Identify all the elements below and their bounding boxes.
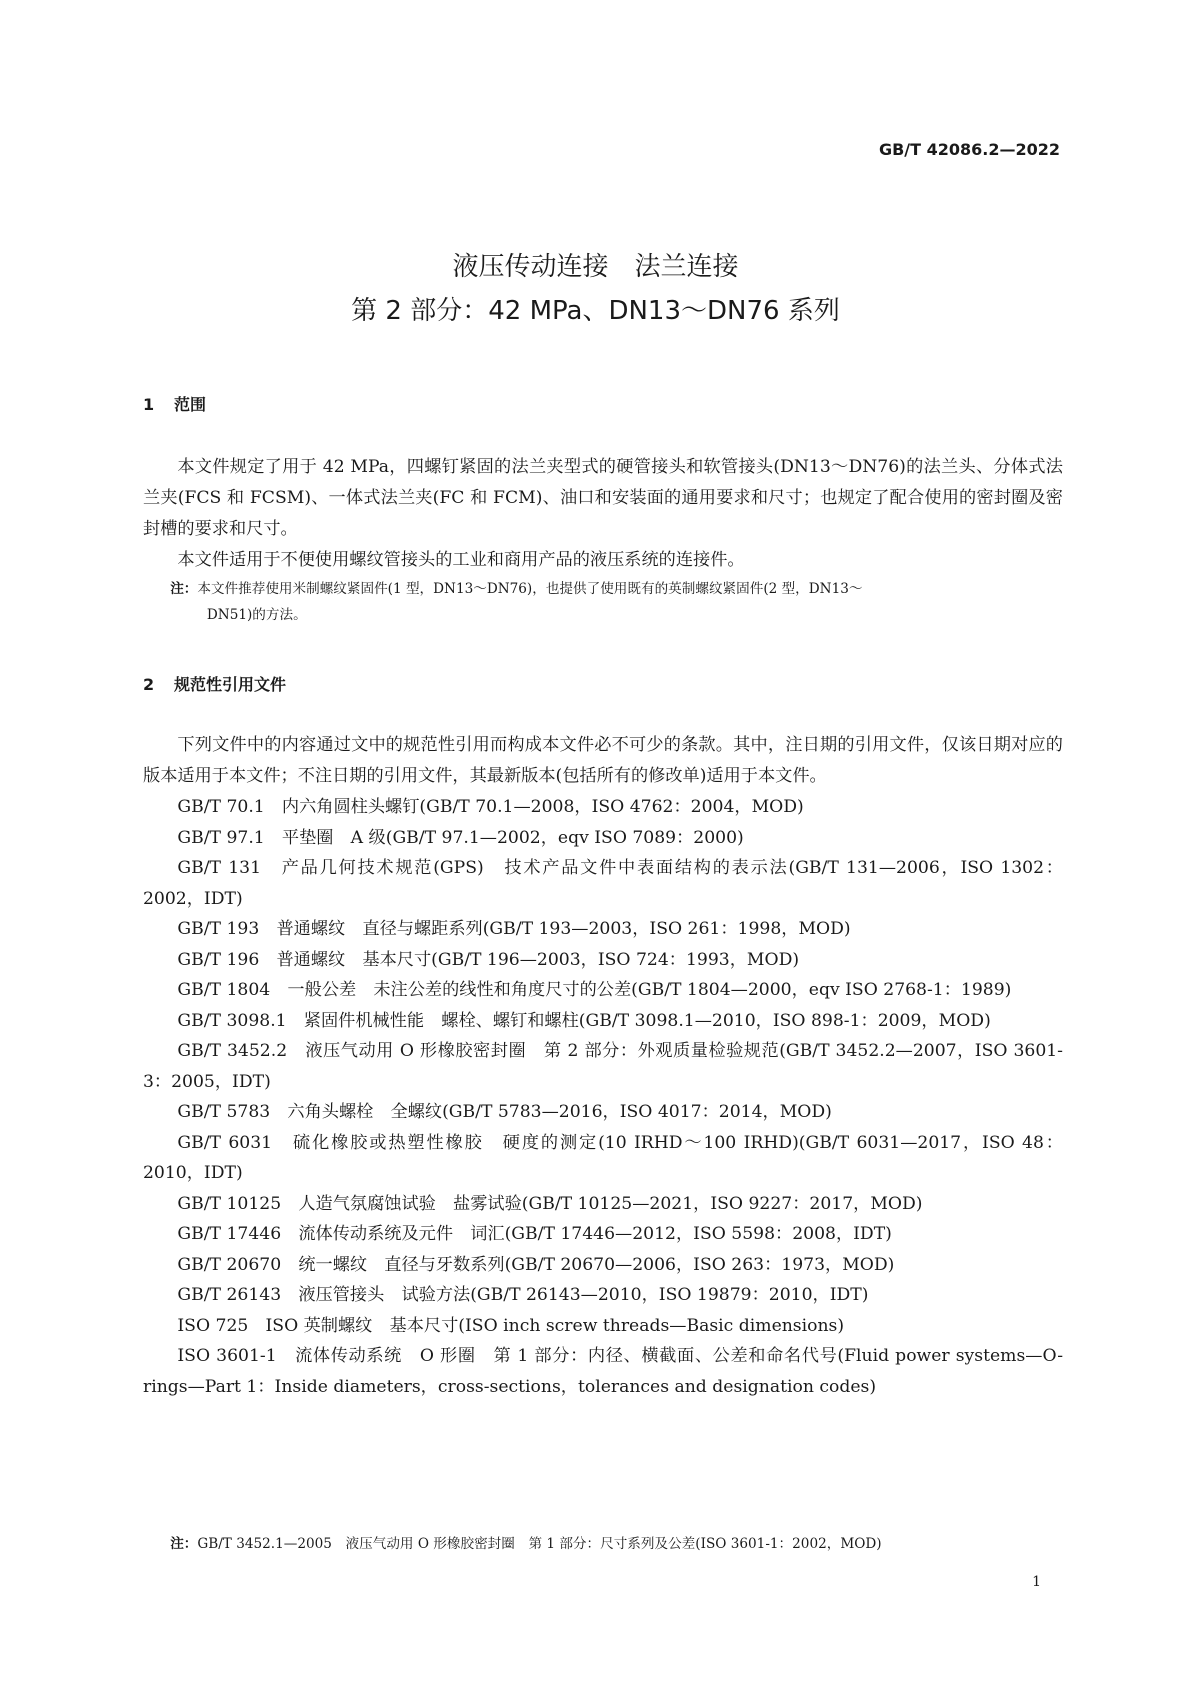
section-2-heading (143, 672, 286, 695)
reference-item: GB/T 3452.2 液压气动用 O 形橡胶密封圈 第 2 部分：外观质量检验规范(GB/T 3452.2—2007，ISO 3601-3：2005，IDT) (143, 1041, 1063, 1092)
reference-item: ISO 3601-1 流体传动系统 O 形圈 第 1 部分：内径、横截面、公差和命名代号(Fluid power systems—O-rings—Part 1：Inside diameters，cross-sections，tolerances and designation codes) (143, 1346, 1063, 1397)
reference-item: GB/T 1804 一般公差 未注公差的线性和角度尺寸的公差(GB/T 1804—2000，eqv ISO 2768-1：1989) (177, 980, 1012, 1000)
section-1-title: 范围 (174, 395, 207, 414)
scope-note (143, 576, 1063, 628)
reference-item: GB/T 26143 液压管接头 试验方法(GB/T 26143—2010，ISO 19879：2010，IDT) (177, 1285, 869, 1305)
footnote-label: 注： (170, 1536, 198, 1552)
reference-item: GB/T 5783 六角头螺栓 全螺纹(GB/T 5783—2016，ISO 4017：2014，MOD) (177, 1102, 832, 1122)
scope-paragraph-2: 本文件适用于不便使用螺纹管接头的工业和商用产品的液压系统的连接件。 (177, 550, 745, 570)
reference-item: GB/T 97.1 平垫圈 A 级(GB/T 97.1—2002，eqv ISO 7089：2000) (177, 827, 744, 848)
reference-item: GB/T 3098.1 紧固件机械性能 螺栓、螺钉和螺柱(GB/T 3098.1—2010，ISO 898-1：2009，MOD) (177, 1010, 991, 1031)
section-2-title: 规范性引用文件 (174, 675, 287, 694)
section-1-heading (143, 392, 206, 415)
section-2-body (143, 730, 1063, 1402)
reference-item: GB/T 131 产品几何技术规范(GPS) 技术产品文件中表面结构的表示法(GB/T 131—2006，ISO 1302：2002，IDT) (143, 858, 1063, 909)
reference-item: GB/T 10125 人造气氛腐蚀试验 盐雾试验(GB/T 10125—2021，ISO 9227：2017，MOD) (177, 1193, 923, 1214)
section-1-number: 1 (143, 395, 155, 414)
reference-item: GB/T 20670 统一螺纹 直径与牙数系列(GB/T 20670—2006，ISO 263：1973，MOD) (177, 1254, 895, 1275)
document-title-line2: 第 2 部分：42 MPa、DN13～DN76 系列 (351, 296, 840, 326)
document-title-line1: 液压传动连接 法兰连接 (452, 252, 739, 282)
references-footnote (143, 1532, 1090, 1556)
reference-item: GB/T 193 普通螺纹 直径与螺距系列(GB/T 193—2003，ISO 261：1998，MOD) (177, 919, 851, 939)
standard-code: GB/T 42086.2—2022 (878, 140, 1060, 159)
scope-note-label: 注： (170, 581, 198, 597)
section-1-body (143, 452, 1063, 628)
scope-note-text-2: DN51)的方法。 (206, 607, 307, 623)
page-number: 1 (1032, 1574, 1041, 1590)
reference-item: GB/T 6031 硫化橡胶或热塑性橡胶 硬度的测定(10 IRHD～100 IRHD)(GB/T 6031—2017，ISO 48：2010，IDT) (143, 1132, 1063, 1183)
section-2-number: 2 (143, 675, 155, 694)
scope-note-text-1: 本文件推荐使用米制螺纹紧固件(1 型，DN13～DN76)，也提供了使用既有的英制螺纹紧固件(2 型，DN13～ (197, 581, 863, 597)
reference-item: GB/T 196 普通螺纹 基本尺寸(GB/T 196—2003，ISO 724：1993，MOD) (177, 949, 800, 970)
references-intro: 下列文件中的内容通过文中的规范性引用而构成本文件必不可少的条款。其中，注日期的引用文件，仅该日期对应的版本适用于本文件；不注日期的引用文件，其最新版本(包括所有的修改单)适用于本文件。 (143, 735, 1063, 786)
reference-item: ISO 725 ISO 英制螺纹 基本尺寸(ISO inch screw threads—Basic dimensions) (177, 1315, 845, 1336)
reference-item: GB/T 17446 流体传动系统及元件 词汇(GB/T 17446—2012，ISO 5598：2008，IDT) (177, 1224, 892, 1244)
reference-item: GB/T 70.1 内六角圆柱头螺钉(GB/T 70.1—2008，ISO 4762：2004，MOD) (177, 797, 804, 817)
scope-paragraph-1: 本文件规定了用于 42 MPa，四螺钉紧固的法兰夹型式的硬管接头和软管接头(DN13～DN76)的法兰头、分体式法兰夹(FCS 和 FCSM)、一体式法兰夹(FC 和 FCM)、油口和安装面的通用要求和尺寸；也规定了配合使用的密封圈及密封槽的要求和尺寸。 (143, 457, 1063, 539)
footnote-text: GB/T 3452.1—2005 液压气动用 O 形橡胶密封圈 第 1 部分：尺寸系列及公差(ISO 3601-1：2002，MOD) (197, 1536, 882, 1552)
